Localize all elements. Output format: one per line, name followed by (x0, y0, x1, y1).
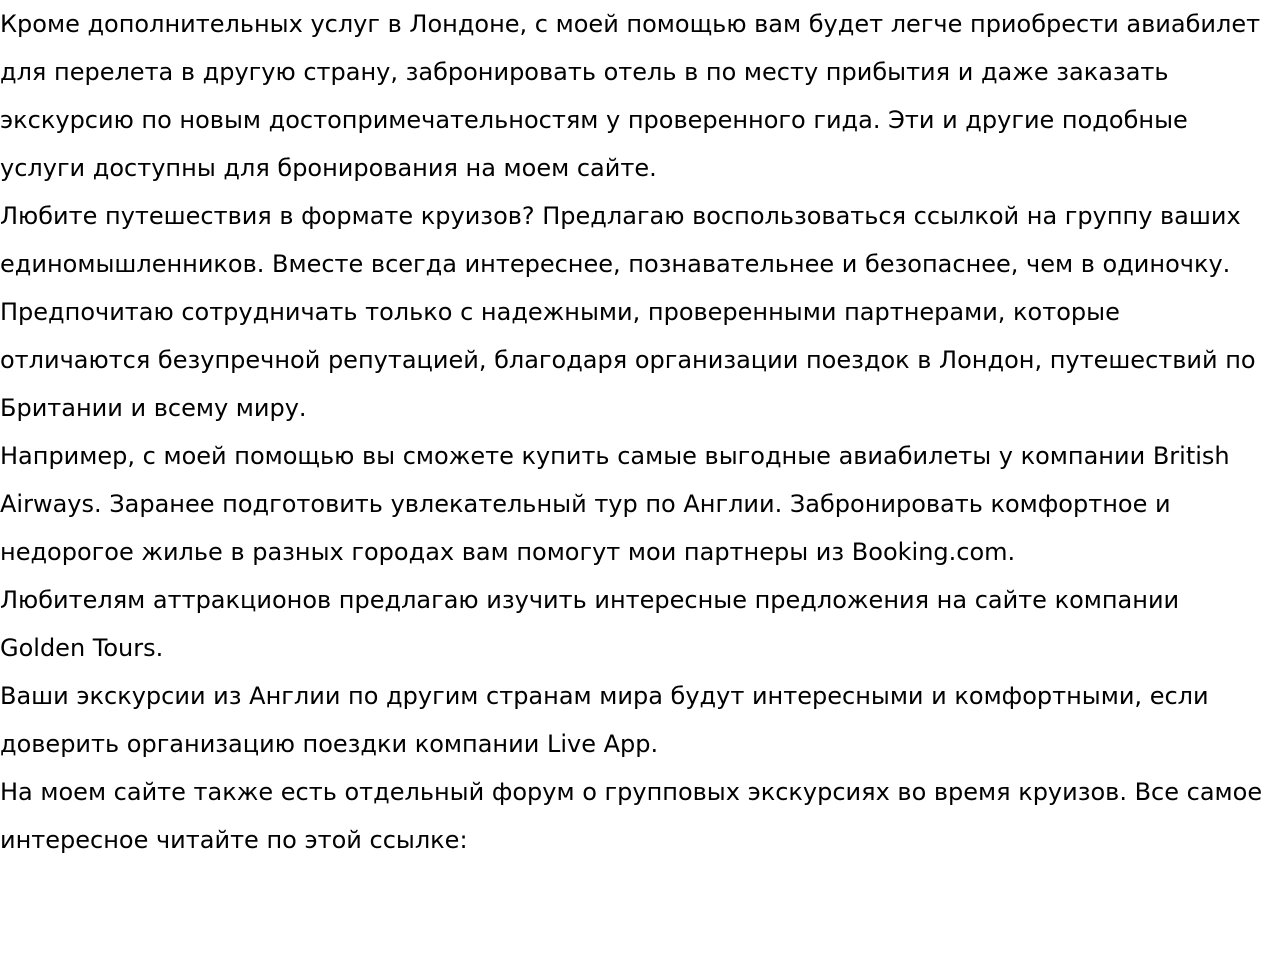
paragraph-cruises: Любите путешествия в формате круизов? Предлагаю воспользоваться ссылкой на группу ваших единомышленников. Вместе всегда интереснее, познавательнее и безопаснее, чем в одиночку. (0, 202, 1241, 278)
paragraph-attractions: Любителям аттракционов предлагаю изучить интересные предложения на сайте компании Golden Tours. (0, 586, 1180, 662)
paragraph-forum: На моем сайте также есть отдельный форум о групповых экскурсиях во время круизов. Все самое интересное читайте по этой ссылке: (0, 778, 1263, 854)
paragraph-services: Кроме дополнительных услуг в Лондоне, с моей помощью вам будет легче приобрести авиабилет для перелета в другую страну, забронировать отель в по месту прибытия и даже заказать экскурсию по новым достопримечательностям у проверенного гида. Эти и другие подобные услуги доступны для бронирования на моем сайте. (0, 10, 1261, 182)
paragraph-partners: Предпочитаю сотрудничать только с надежными, проверенными партнерами, которые отличаются безупречной репутацией, благодаря организации поездок в Лондон, путешествий по Британии и всему миру. (0, 298, 1256, 422)
paragraph-excursions: Ваши экскурсии из Англии по другим странам мира будут интересными и комфортными, если доверить организацию поездки компании Live App. (0, 682, 1209, 758)
paragraph-examples: Например, с моей помощью вы сможете купить самые выгодные авиабилеты у компании British Airways. Заранее подготовить увлекательный тур по Англии. Забронировать комфортное и недорогое жилье в разных городах вам помогут мои партнеры из Booking.com. (0, 442, 1230, 566)
